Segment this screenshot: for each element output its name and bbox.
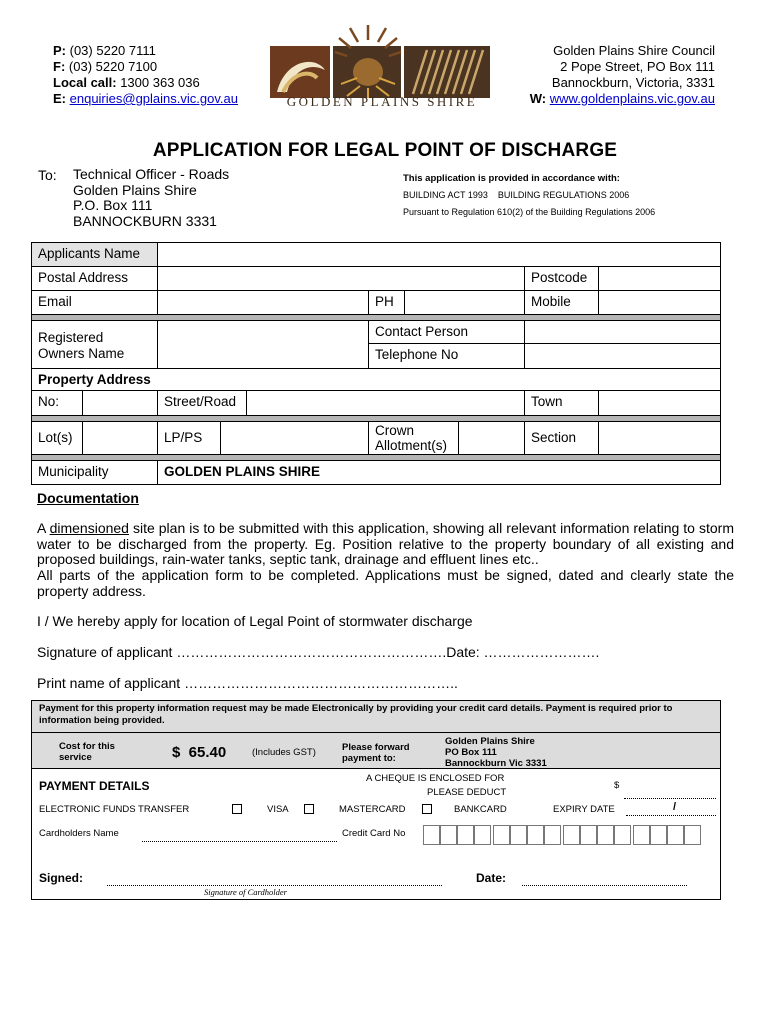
form-row bbox=[32, 291, 720, 315]
crown-allotment-field[interactable] bbox=[458, 422, 524, 454]
to-address bbox=[73, 167, 229, 229]
please-deduct-label: PLEASE DEDUCT bbox=[427, 787, 507, 798]
visa-checkbox[interactable] bbox=[304, 804, 314, 814]
application-form bbox=[31, 242, 721, 485]
expiry-slash: / bbox=[673, 801, 677, 813]
accordance-pursuant: Pursuant to Regulation 610(2) of the Building Regulations 2006 bbox=[403, 207, 656, 217]
credit-card-digit-box[interactable] bbox=[440, 825, 457, 845]
cardholders-name-field[interactable] bbox=[142, 841, 337, 842]
credit-card-digit-box[interactable] bbox=[510, 825, 527, 845]
to-line: Technical Officer - Roads bbox=[73, 166, 230, 182]
postcode-field[interactable] bbox=[598, 267, 720, 290]
mastercard-checkbox[interactable] bbox=[422, 804, 432, 814]
council-address bbox=[530, 43, 715, 107]
cardholder-signature-field[interactable] bbox=[107, 885, 442, 886]
payment-date-field[interactable] bbox=[522, 885, 687, 886]
credit-card-digit-box[interactable] bbox=[474, 825, 491, 845]
telephone-no-field[interactable] bbox=[525, 344, 720, 368]
bankcard-label: BANKCARD bbox=[454, 804, 507, 815]
no-label: No: bbox=[38, 394, 60, 409]
street-road-field[interactable] bbox=[246, 391, 524, 415]
credit-card-digit-box[interactable] bbox=[527, 825, 544, 845]
credit-card-digit-box[interactable] bbox=[614, 825, 631, 845]
fax-value: (03) 5220 7100 bbox=[68, 59, 158, 74]
applicant-signature-line[interactable]: Signature of applicant ………………………………………………….Date: ……………………. bbox=[37, 644, 600, 660]
documentation-heading: Documentation bbox=[37, 490, 139, 506]
lots-field[interactable] bbox=[82, 422, 157, 454]
ph-label: PH bbox=[368, 291, 404, 314]
street-road-label: Street/Road bbox=[157, 391, 246, 415]
doc-text: A bbox=[37, 520, 50, 536]
website-link[interactable]: www.goldenplains.vic.gov.au bbox=[549, 91, 715, 106]
lots-label: Lot(s) bbox=[38, 430, 73, 445]
form-row bbox=[32, 369, 720, 391]
signature-caption: Signature of Cardholder bbox=[204, 887, 287, 897]
form-row bbox=[32, 391, 720, 416]
expiry-date-label: EXPIRY DATE bbox=[553, 804, 615, 815]
form-row bbox=[32, 243, 720, 267]
section-label: Section bbox=[524, 422, 598, 454]
to-label: To: bbox=[38, 167, 57, 183]
municipality-label: Municipality bbox=[38, 464, 109, 479]
accordance-heading: This application is provided in accordance with: bbox=[403, 173, 620, 184]
website-label: W: bbox=[529, 91, 547, 106]
registered-owners-field[interactable] bbox=[157, 321, 368, 368]
cheque-enclosed-label: A CHEQUE IS ENCLOSED FOR bbox=[366, 773, 505, 784]
forward-payment-label: Please forward payment to: bbox=[342, 742, 410, 764]
contact-block bbox=[53, 43, 238, 107]
mobile-label: Mobile bbox=[524, 291, 598, 314]
section-field[interactable] bbox=[598, 422, 720, 454]
signed-label: Signed: bbox=[39, 871, 83, 885]
applicants-name-field[interactable] bbox=[157, 243, 720, 266]
contact-person-label: Contact Person bbox=[369, 321, 524, 344]
postal-address-label: Postal Address bbox=[38, 270, 129, 285]
local-call-value: 1300 363 036 bbox=[120, 75, 200, 90]
council-street: 2 Pope Street, PO Box 111 bbox=[560, 59, 715, 74]
credit-card-digit-box[interactable] bbox=[667, 825, 684, 845]
cost-row bbox=[32, 733, 720, 769]
municipality-value: GOLDEN PLAINS SHIRE bbox=[157, 461, 720, 484]
doc-emphasis: dimensioned bbox=[49, 520, 129, 536]
accordance-block bbox=[403, 170, 655, 221]
forward-line: Golden Plains Shire bbox=[445, 736, 535, 747]
cardholders-name-label: Cardholders Name bbox=[39, 828, 119, 839]
golden-plains-logo bbox=[265, 20, 495, 110]
form-row bbox=[32, 267, 720, 291]
credit-card-digit-box[interactable] bbox=[684, 825, 701, 845]
postcode-label: Postcode bbox=[524, 267, 598, 290]
phone-label: P: bbox=[53, 43, 66, 58]
ph-field[interactable] bbox=[404, 291, 524, 314]
apply-statement: I / We hereby apply for location of Legal Point of stormwater discharge bbox=[37, 613, 473, 629]
documentation-paragraph bbox=[37, 521, 734, 568]
postal-address-field[interactable] bbox=[157, 267, 524, 290]
to-line: P.O. Box 111 bbox=[73, 197, 153, 213]
applicants-name-label: Applicants Name bbox=[32, 243, 157, 266]
telephone-no-label: Telephone No bbox=[375, 347, 459, 362]
local-call-label: Local call: bbox=[53, 75, 117, 90]
doc-text: site plan is to be submitted with this application, showing all relevant information relating to storm water to be discharged from the property. Eg. Position relative to the property boundary of all existing and proposed buildings, rain-water tanks, septic tank, drainage and effluent lines etc.. bbox=[37, 520, 734, 568]
credit-card-digit-box[interactable] bbox=[457, 825, 474, 845]
owner-contact-fields bbox=[524, 321, 720, 368]
credit-card-digit-box[interactable] bbox=[597, 825, 614, 845]
payment-date-label: Date: bbox=[476, 871, 507, 885]
credit-card-digit-box[interactable] bbox=[563, 825, 580, 845]
lp-ps-field[interactable] bbox=[220, 422, 368, 454]
form-row bbox=[32, 321, 720, 369]
email-field[interactable] bbox=[157, 291, 368, 314]
town-label: Town bbox=[524, 391, 598, 415]
credit-card-digit-box[interactable] bbox=[650, 825, 667, 845]
visa-label: VISA bbox=[267, 804, 289, 815]
credit-card-digit-box[interactable] bbox=[633, 825, 650, 845]
credit-card-digit-box[interactable] bbox=[580, 825, 597, 845]
email-link[interactable]: enquiries@gplains.vic.gov.au bbox=[69, 91, 238, 106]
payment-section bbox=[31, 700, 721, 900]
includes-gst: (Includes GST) bbox=[252, 747, 316, 758]
credit-card-digit-box[interactable] bbox=[493, 825, 510, 845]
no-field[interactable] bbox=[82, 391, 157, 415]
credit-card-digit-box[interactable] bbox=[544, 825, 561, 845]
form-row bbox=[32, 461, 720, 484]
fax-label: F: bbox=[53, 59, 66, 74]
town-field[interactable] bbox=[598, 391, 720, 415]
mastercard-label: MASTERCARD bbox=[339, 804, 406, 815]
form-row bbox=[32, 422, 720, 455]
cost-label: Cost for this service bbox=[59, 741, 115, 763]
credit-card-digit-box[interactable] bbox=[423, 825, 440, 845]
lp-ps-label: LP/PS bbox=[157, 422, 220, 454]
forward-address bbox=[445, 736, 547, 769]
logo-wordmark: GOLDEN PLAINS SHIRE bbox=[286, 94, 478, 109]
cheque-amount-field[interactable] bbox=[624, 798, 716, 799]
council-town: Bannockburn, Victoria, 3331 bbox=[551, 75, 715, 90]
cost-value: $ 65.40 bbox=[172, 744, 227, 761]
forward-line: PO Box 111 bbox=[445, 747, 497, 758]
payment-note: Payment for this property information request may be made Electronically by providing your credit card details. Payment is required prior to information being provided. bbox=[32, 701, 720, 733]
contact-person-field[interactable] bbox=[525, 321, 720, 344]
crown-allotment-label: Crown Allotment(s) bbox=[368, 422, 458, 454]
eft-label: ELECTRONIC FUNDS TRANSFER bbox=[39, 804, 190, 815]
accordance-acts: BUILDING ACT 1993 BUILDING REGULATIONS 2006 bbox=[403, 190, 630, 200]
eft-checkbox[interactable] bbox=[232, 804, 242, 814]
payment-details-heading: PAYMENT DETAILS bbox=[39, 779, 150, 793]
documentation-instructions: All parts of the application form to be completed. Applications must be signed, dated and clearly state the property address. bbox=[37, 567, 734, 599]
credit-card-no-label: Credit Card No bbox=[342, 828, 406, 839]
forward-line: Bannockburn Vic 3331 bbox=[445, 758, 547, 769]
owner-contact-labels bbox=[368, 321, 524, 368]
email-label: Email bbox=[38, 294, 72, 309]
expiry-date-field[interactable] bbox=[626, 815, 716, 816]
email-label: E: bbox=[53, 91, 66, 106]
page-title: APPLICATION FOR LEGAL POINT OF DISCHARGE bbox=[152, 140, 618, 161]
to-line: BANNOCKBURN 3331 bbox=[73, 212, 217, 229]
registered-owners-label: Registered Owners Name bbox=[38, 330, 125, 361]
to-line: Golden Plains Shire bbox=[73, 181, 197, 198]
cheque-dollar-sign: $ bbox=[614, 780, 620, 791]
mobile-field[interactable] bbox=[598, 291, 720, 314]
council-name: Golden Plains Shire Council bbox=[553, 43, 715, 58]
applicant-print-name-line[interactable]: Print name of applicant ………………………………………………….. bbox=[37, 675, 458, 691]
property-address-heading: Property Address bbox=[38, 372, 151, 387]
phone-value: (03) 5220 7111 bbox=[69, 43, 156, 58]
